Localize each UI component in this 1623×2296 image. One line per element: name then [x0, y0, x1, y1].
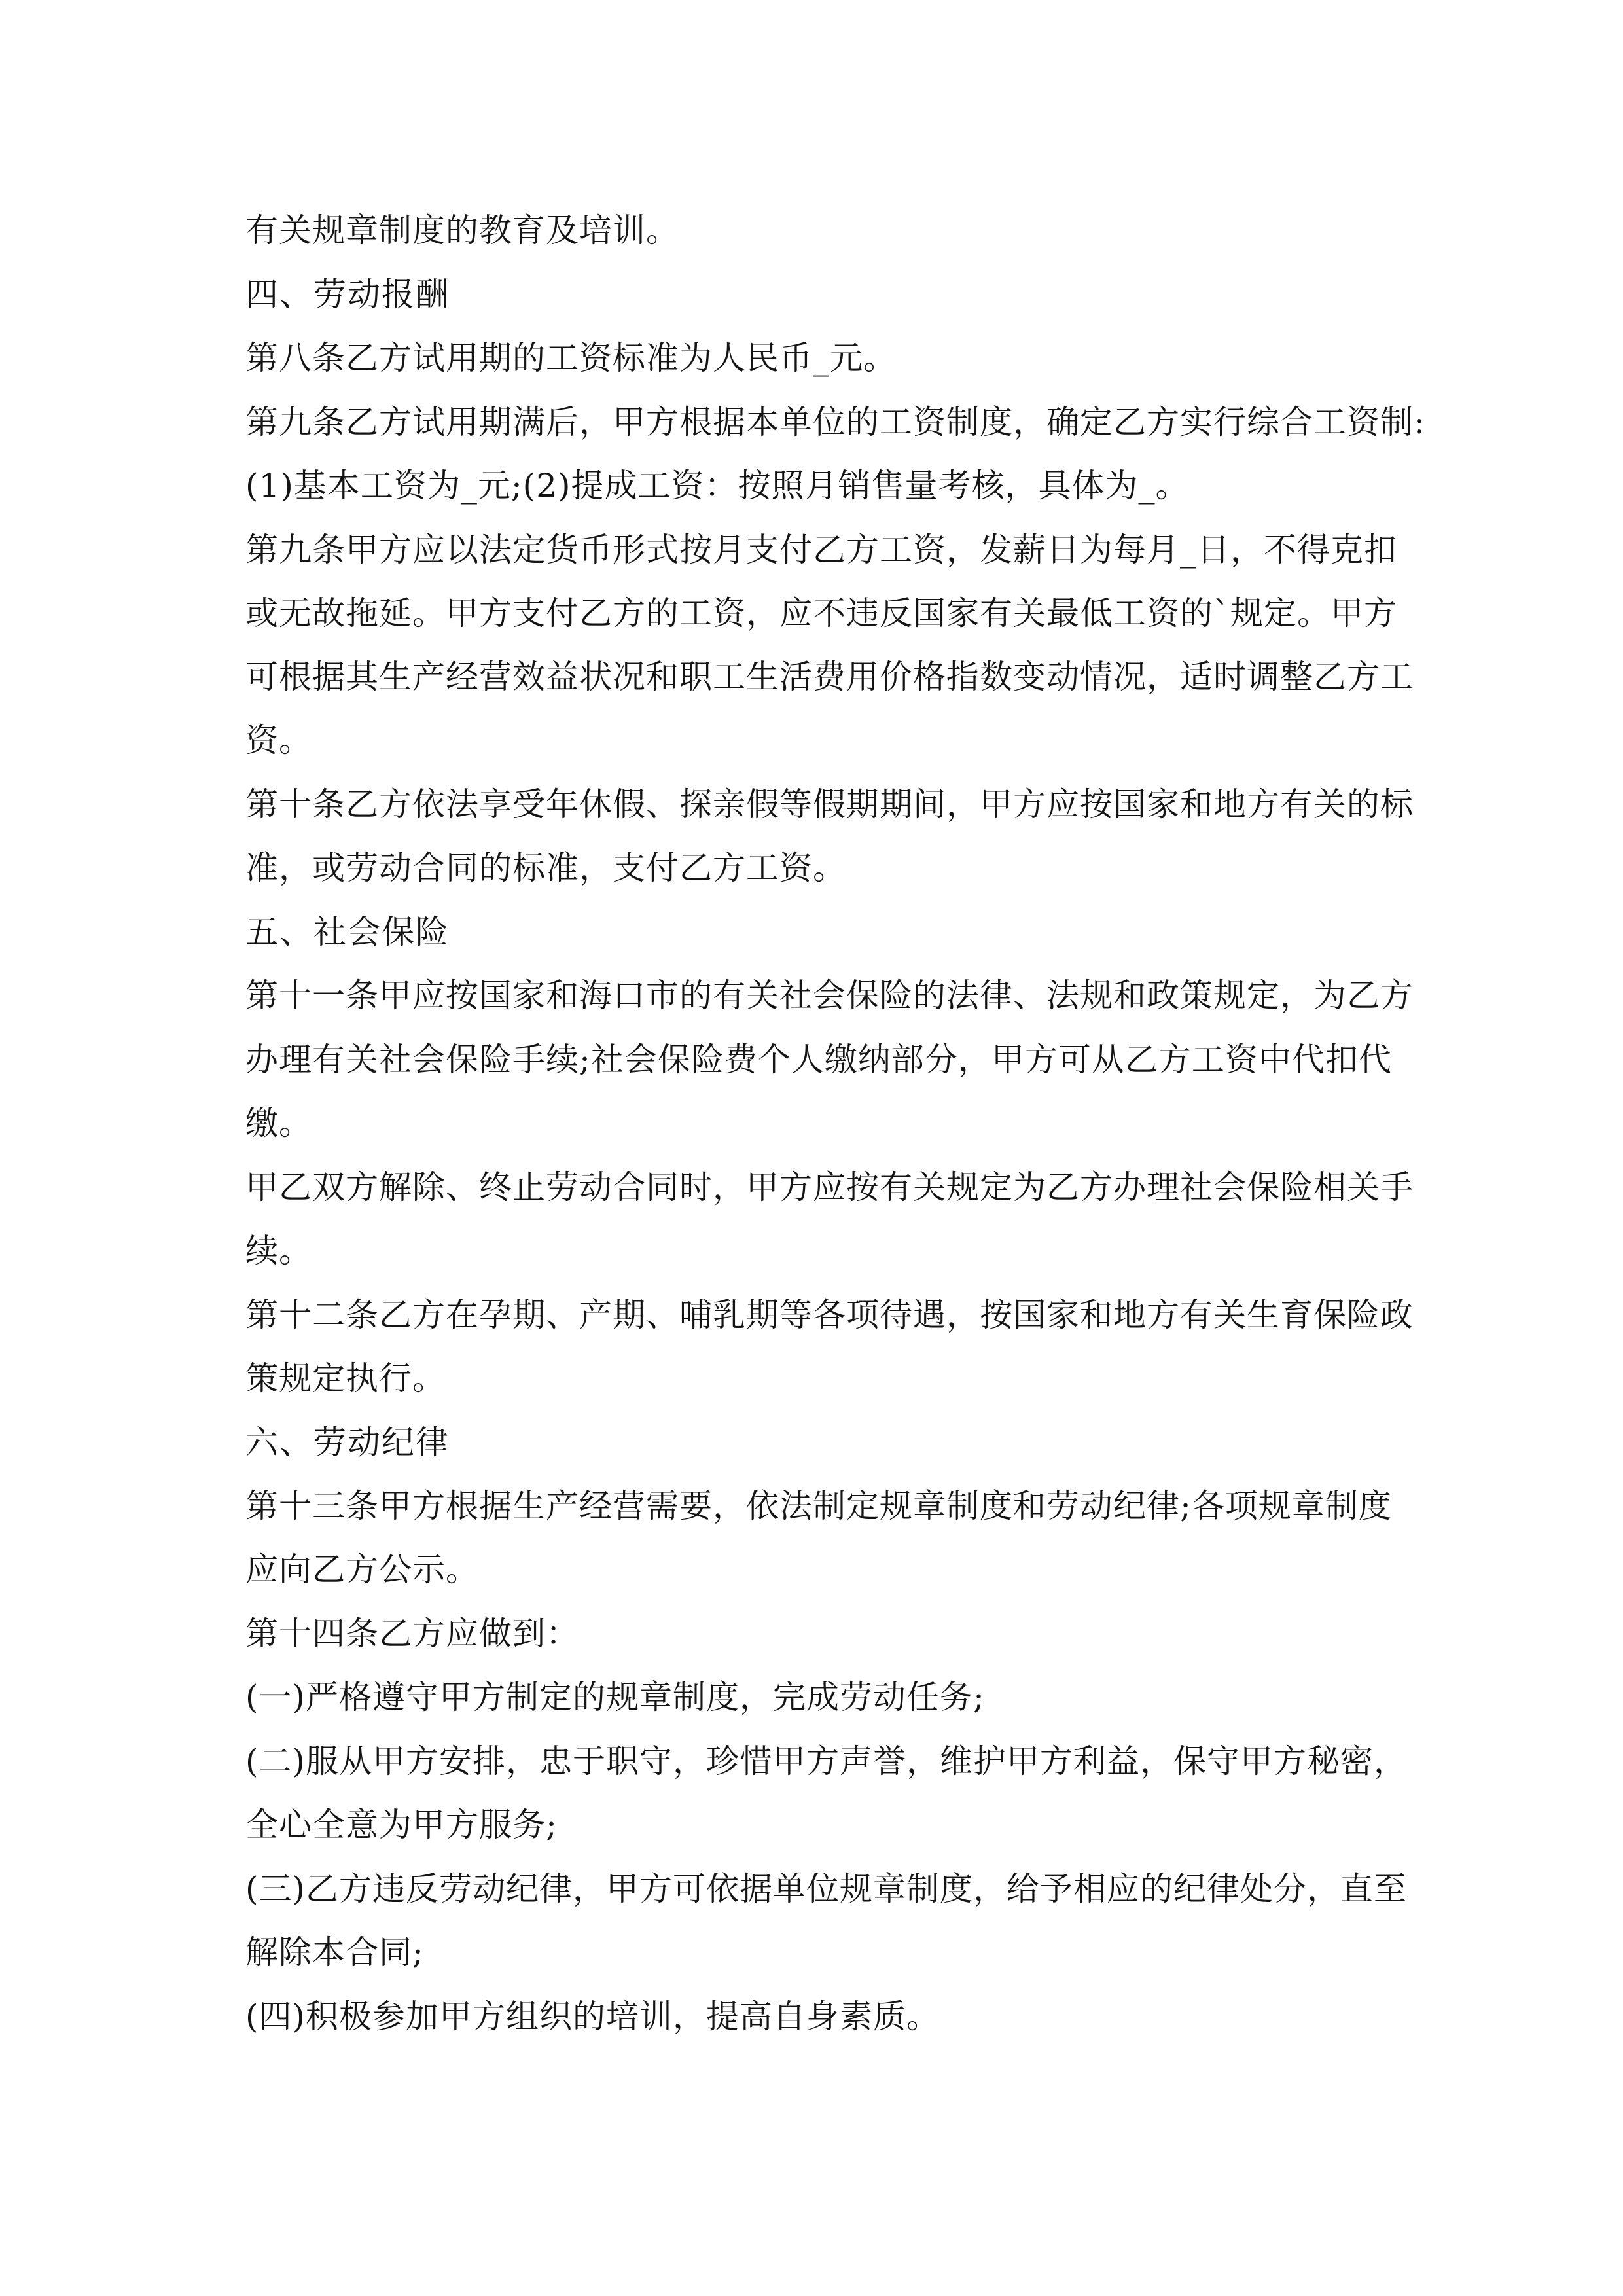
text-line: 第十三条甲方根据生产经营需要，依法制定规章制度和劳动纪律;各项规章制度 [245, 1487, 1392, 1525]
text-line: 第十四条乙方应做到： [245, 1615, 579, 1653]
text-line: (1)基本工资为_元;(2)提成工资：按照月销售量考核，具体为_。 [245, 467, 1189, 505]
text-line: 办理有关社会保险手续;社会保险费个人缴纳部分，甲方可从乙方工资中代扣代 [245, 1041, 1392, 1079]
text-line: 或无故拖延。甲方支付乙方的工资，应不违反国家有关最低工资的`规定。甲方 [245, 594, 1397, 632]
text-line: 第九条乙方试用期满后，甲方根据本单位的工资制度，确定乙方实行综合工资制: [245, 403, 1425, 441]
text-line: 第十一条甲应按国家和海口市的有关社会保险的法律、法规和政策规定，为乙方 [245, 977, 1414, 1014]
section-heading-labor-discipline: 六、劳动纪律 [245, 1424, 450, 1462]
text-line: 第九条甲方应以法定货币形式按月支付乙方工资，发薪日为每月_日，不得克扣 [245, 531, 1397, 569]
text-line: 可根据其生产经营效益状况和职工生活费用价格指数变动情况，适时调整乙方工 [245, 658, 1414, 696]
text-line: 应向乙方公示。 [245, 1551, 479, 1588]
section-heading-labor-pay: 四、劳动报酬 [245, 276, 450, 314]
text-line: 策规定执行。 [245, 1359, 446, 1397]
text-line: (四)积极参加甲方组织的培训，提高自身素质。 [245, 1998, 940, 2036]
text-line: 全心全意为甲方服务; [245, 1806, 558, 1844]
text-line: 第十二条乙方在孕期、产期、哺乳期等各项待遇，按国家和地方有关生育保险政 [245, 1296, 1414, 1334]
text-line: (三)乙方违反劳动纪律，甲方可依据单位规章制度，给予相应的纪律处分，直至 [245, 1870, 1408, 1908]
text-line: (二)服从甲方安排，忠于职守，珍惜甲方声誉，维护甲方利益，保守甲方秘密， [245, 1742, 1408, 1780]
text-line: 续。 [245, 1232, 312, 1270]
section-heading-social-insurance: 五、社会保险 [245, 913, 450, 951]
text-line: 第八条乙方试用期的工资标准为人民币_元。 [245, 339, 897, 377]
text-line: 缴。 [245, 1104, 312, 1142]
text-line: 有关规章制度的教育及培训。 [245, 211, 679, 249]
text-line: 资。 [245, 721, 312, 759]
text-line: (一)严格遵守甲方制定的规章制度，完成劳动任务; [245, 1678, 985, 1716]
text-line: 解除本合同; [245, 1933, 424, 1971]
text-line: 甲乙双方解除、终止劳动合同时，甲方应按有关规定为乙方办理社会保险相关手 [245, 1168, 1414, 1206]
text-line: 准，或劳动合同的标准，支付乙方工资。 [245, 849, 846, 887]
text-line: 第十条乙方依法享受年休假、探亲假等假期期间，甲方应按国家和地方有关的标 [245, 785, 1414, 823]
